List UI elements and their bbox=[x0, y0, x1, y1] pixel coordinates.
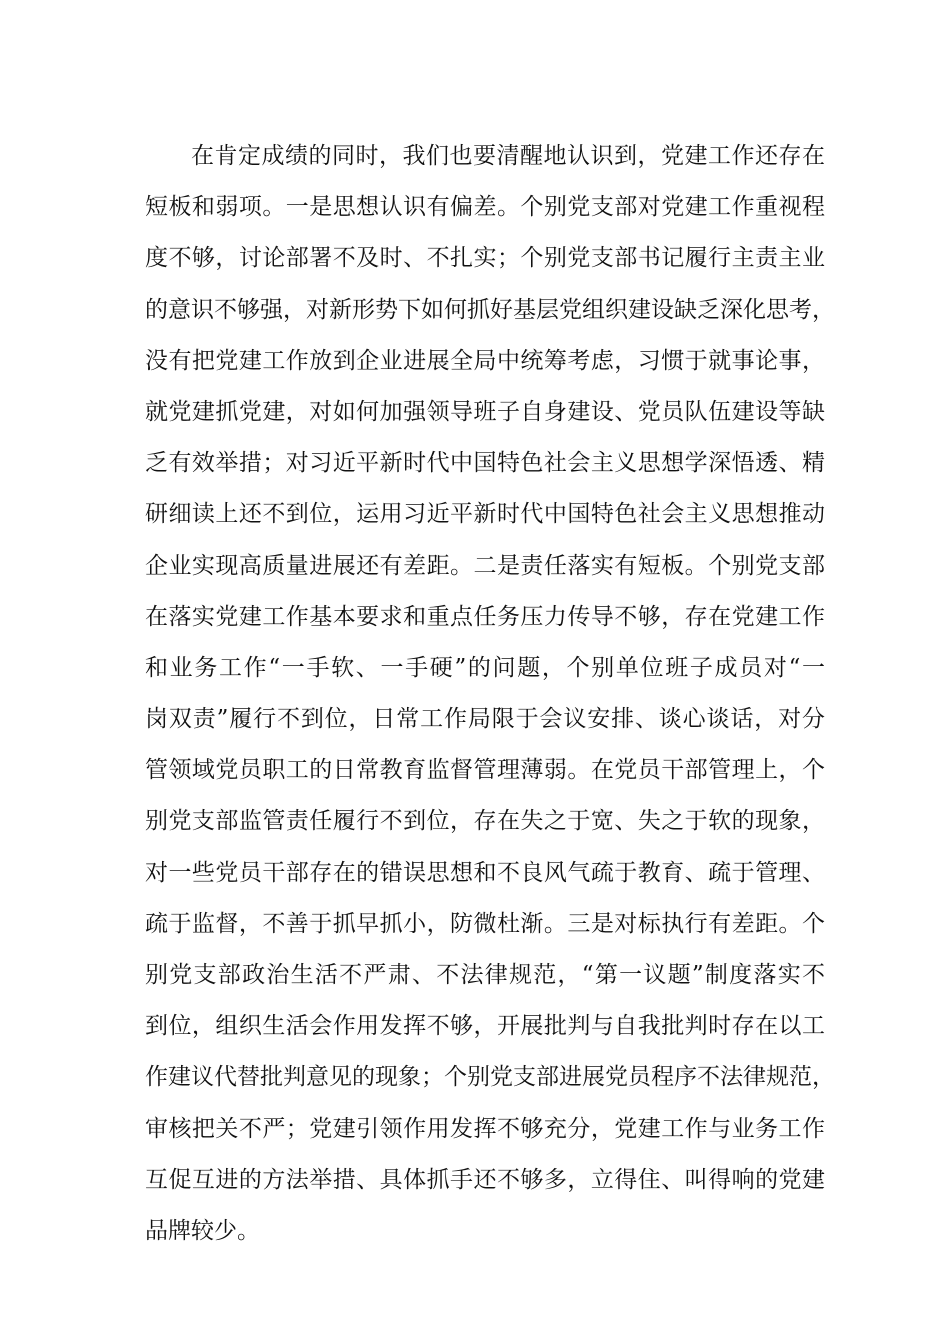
paragraph-line-8: 研细读上还不到位，运用习近平新时代中国特色社会主义思想推动 bbox=[145, 501, 825, 528]
paragraph-line-11: 和业务工作“一手软、一手硬”的问题，个别单位班子成员对“一 bbox=[145, 654, 825, 681]
paragraph-line-15: 对一些党员干部存在的错误思想和不良风气疏于教育、疏于管理、 bbox=[145, 859, 825, 886]
paragraph-line-7: 乏有效举措；对习近平新时代中国特色社会主义思想学深悟透、精 bbox=[145, 450, 825, 477]
paragraph-line-16: 疏于监督，不善于抓早抓小，防微杜渐。三是对标执行有差距。个 bbox=[145, 910, 825, 937]
paragraph-line-20: 审核把关不严；党建引领作用发挥不够充分，党建工作与业务工作 bbox=[145, 1115, 825, 1142]
paragraph-line-3: 度不够，讨论部署不及时、不扎实；个别党支部书记履行主责主业 bbox=[145, 245, 825, 272]
paragraph-line-5: 没有把党建工作放到企业进展全局中统筹考虑，习惯于就事论事， bbox=[145, 347, 825, 374]
paragraph-line-2: 短板和弱项。一是思想认识有偏差。个别党支部对党建工作重视程 bbox=[145, 194, 825, 221]
paragraph-line-13: 管领域党员职工的日常教育监督管理薄弱。在党员干部管理上，个 bbox=[145, 757, 825, 784]
paragraph-line-19: 作建议代替批判意见的现象；个别党支部进展党员程序不法律规范， bbox=[145, 1064, 835, 1091]
paragraph-line-14: 别党支部监管责任履行不到位，存在失之于宽、失之于软的现象， bbox=[145, 808, 825, 835]
paragraph-line-1: 在肯定成绩的同时，我们也要清醒地认识到，党建工作还存在 bbox=[191, 143, 825, 169]
paragraph-line-6: 就党建抓党建，对如何加强领导班子自身建设、党员队伍建设等缺 bbox=[145, 398, 825, 425]
paragraph-line-9: 企业实现高质量进展还有差距。二是责任落实有短板。个别党支部 bbox=[145, 552, 825, 579]
paragraph-line-4: 的意识不够强，对新形势下如何抓好基层党组织建设缺乏深化思考， bbox=[145, 296, 835, 323]
paragraph-line-12: 岗双责”履行不到位，日常工作局限于会议安排、谈心谈话，对分 bbox=[145, 706, 825, 733]
paragraph-line-21: 互促互进的方法举措、具体抓手还不够多，立得住、叫得响的党建 bbox=[145, 1166, 825, 1193]
paragraph-line-17: 别党支部政治生活不严肃、不法律规范，“第一议题”制度落实不 bbox=[145, 962, 825, 988]
paragraph-line-18: 到位，组织生活会作用发挥不够，开展批判与自我批判时存在以工 bbox=[145, 1013, 825, 1040]
paragraph-line-10: 在落实党建工作基本要求和重点任务压力传导不够，存在党建工作 bbox=[145, 603, 825, 630]
body-paragraph bbox=[145, 131, 835, 1257]
paragraph-line-22: 品牌较少。 bbox=[145, 1217, 260, 1244]
